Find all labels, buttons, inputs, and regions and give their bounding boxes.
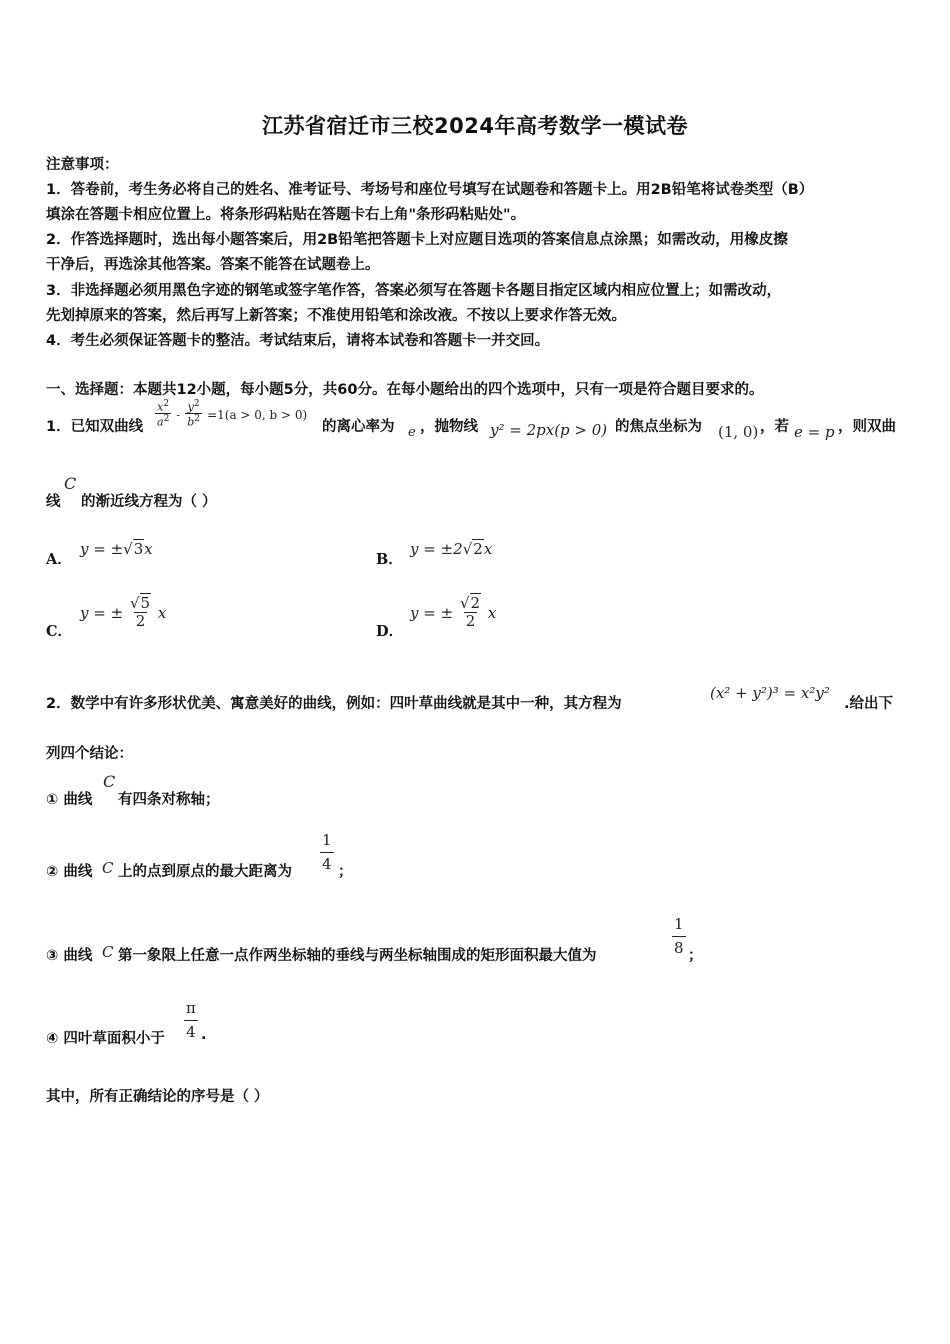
notice-line: 3．非选择题必须用黑色字迹的钢笔或签字笔作答，答案必须写在答题卡各题目指定区域内相应位置上；如需改动， [46, 283, 782, 299]
option-b-label[interactable]: B． [376, 551, 403, 568]
q1-text: 的离心率为 [322, 419, 395, 435]
notice-line: 先划掉原来的答案，然后再写上新答案；不准使用铅笔和涂改液。不按以上要求作答无效。 [46, 308, 626, 324]
q1-text: 的渐近线方程为（ ） [81, 494, 217, 510]
q2-s3-C: C [102, 943, 114, 961]
q1-prefix: 1．已知双曲线 [46, 419, 144, 435]
q1-frac-x: $\frac{x^2}{a^2}$ [157, 399, 170, 429]
q2-ask: 其中，所有正确结论的序号是（ ） [46, 1089, 269, 1105]
q2-s4-end: . [201, 1027, 207, 1043]
notice-line: 2．作答选择题时，选出每小题答案后，用2B铅笔把答题卡上对应题目选项的答案信息点涂黑；如需改动，用橡皮擦 [46, 232, 788, 248]
q1-text: ，若 [760, 419, 789, 435]
q2-s1-text: 有四条对称轴； [118, 792, 220, 808]
option-b-formula[interactable]: y = ±2√2x [410, 540, 493, 558]
q2-statement-4: ④ 四叶草面积小于 [46, 1031, 165, 1047]
notice-line: 干净后，再选涂其他答案。答案不能答在试题卷上。 [46, 257, 380, 273]
notice-line: 1．答卷前，考生务必将自己的姓名、准考证号、考场号和座位号填写在试题卷和答题卡上。用2B铅笔将试卷类型（B） [46, 182, 814, 198]
q1-curve-C: C [64, 474, 77, 493]
q1-parabola: y² = 2px(p > 0) [490, 421, 608, 439]
q1-text: 的焦点坐标为 [615, 419, 702, 435]
q1-text: ，抛物线 [420, 419, 478, 435]
q2-equation: (x² + y²)³ = x²y² [710, 684, 830, 702]
section-heading: 一、选择题：本题共12小题，每小题5分，共60分。在每小题给出的四个选项中，只有一项是符合题目要求的。 [46, 382, 764, 398]
option-d-label[interactable]: D． [376, 623, 404, 640]
page-title: 江苏省宿迁市三校2024年高考数学一模试卷 [262, 114, 688, 138]
q2-line2: 列四个结论： [46, 746, 133, 762]
q2-s3-end: ； [688, 948, 703, 964]
q2-s2-text: 上的点到原点的最大距离为 [118, 864, 292, 880]
q1-frac-y: $\frac{y^2}{b^2}$ [187, 399, 200, 429]
q2-s3-text: 第一象限上任意一点作两坐标轴的垂线与两坐标轴围成的矩形面积最大值为 [118, 948, 597, 964]
q2-statement-2: ② 曲线 [46, 864, 93, 880]
option-c-formula[interactable]: y = ± $\frac{√5}{2}$ x [80, 594, 167, 630]
notice-heading: 注意事项： [46, 157, 119, 173]
q2-s4-fraction: $\frac{\pi}{4}$ [186, 999, 196, 1041]
q2-s2-end: ； [338, 864, 353, 880]
option-d-formula[interactable]: y = ± $\frac{√2}{2}$ x [410, 594, 497, 630]
q2-s3-fraction: $\frac{1}{8}$ [674, 915, 684, 957]
q2-prefix: 2．数学中有许多形状优美、寓意美好的曲线，例如：四叶草曲线就是其中一种，其方程为 [46, 696, 622, 712]
q2-suffix: .给出下 [844, 696, 894, 712]
q2-s2-fraction: $\frac{1}{4}$ [322, 831, 332, 873]
option-c-label[interactable]: C． [46, 623, 73, 640]
notice-line: 4．考生必须保证答题卡的整洁。考试结束后，请将本试卷和答题卡一并交回。 [46, 333, 550, 349]
option-a-formula[interactable]: y = ±√3x [80, 540, 153, 558]
option-a-label[interactable]: A． [46, 551, 72, 568]
q2-s2-C: C [102, 859, 114, 877]
q1-text: 线 [46, 494, 61, 510]
q2-statement-1: ① 曲线 [46, 792, 93, 808]
q2-statement-3: ③ 曲线 [46, 948, 93, 964]
q1-e: e [408, 425, 416, 440]
q2-s1-C: C [103, 772, 116, 791]
q1-hyperbola-equation: $\frac{x^2}{a^2}$ - $\frac{y^2}{b^2}$ =1(a > 0, b > 0) [157, 399, 308, 429]
q1-focus: (1, 0) [718, 423, 759, 441]
q1-text: ，则双曲 [838, 419, 896, 435]
notice-line: 填涂在答题卡相应位置上。将条形码粘贴在答题卡右上角"条形码粘贴处"。 [46, 207, 526, 223]
q1-condition: e = p [794, 423, 835, 441]
